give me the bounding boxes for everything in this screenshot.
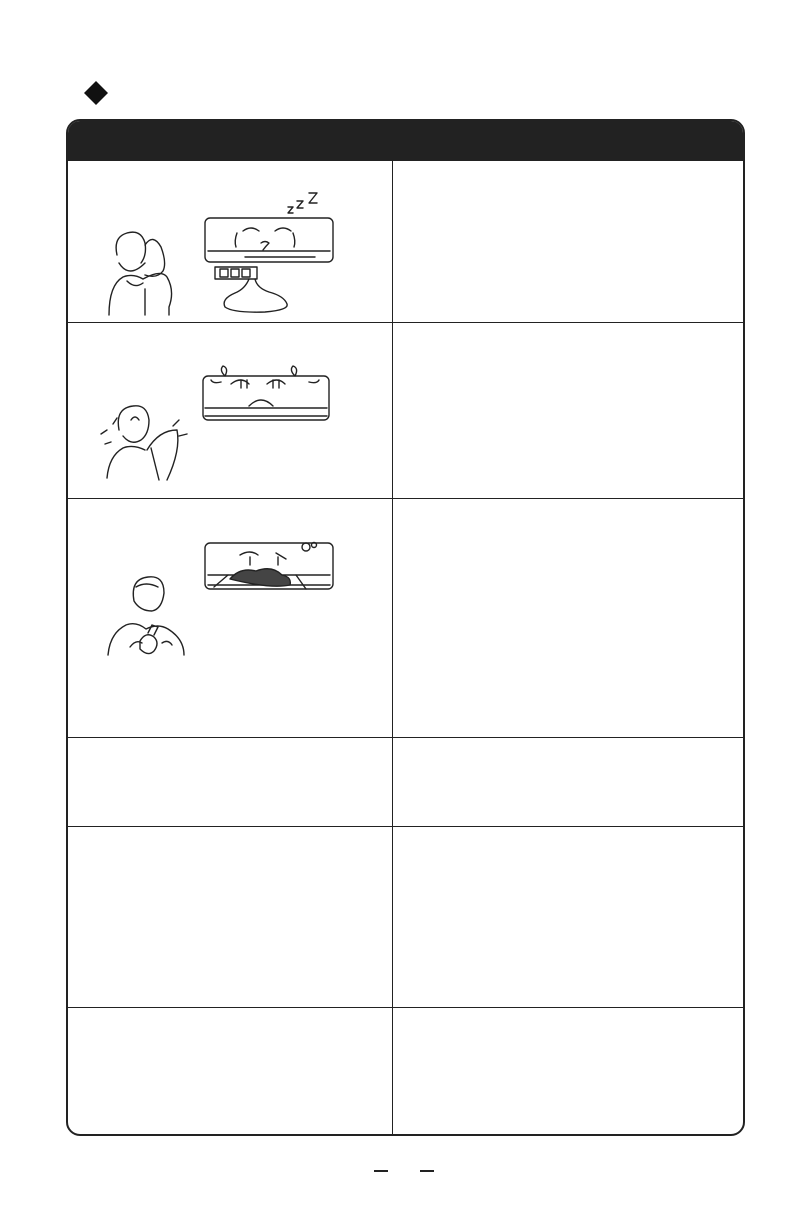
row-separator xyxy=(68,826,743,827)
angry-ac-illustration xyxy=(100,535,340,665)
row-separator xyxy=(68,498,743,499)
sad-ac-illustration xyxy=(95,360,340,485)
row-separator xyxy=(68,1007,743,1008)
row-separator xyxy=(68,737,743,738)
column-divider xyxy=(392,161,393,1134)
diamond-bullet-icon xyxy=(84,81,108,105)
table-header-bar xyxy=(68,121,743,161)
page-dash-left xyxy=(374,1170,388,1172)
sleepy-ac-illustration xyxy=(105,185,340,320)
page-number-marks xyxy=(370,1163,440,1177)
page-dash-right xyxy=(420,1170,434,1172)
row-separator xyxy=(68,322,743,323)
